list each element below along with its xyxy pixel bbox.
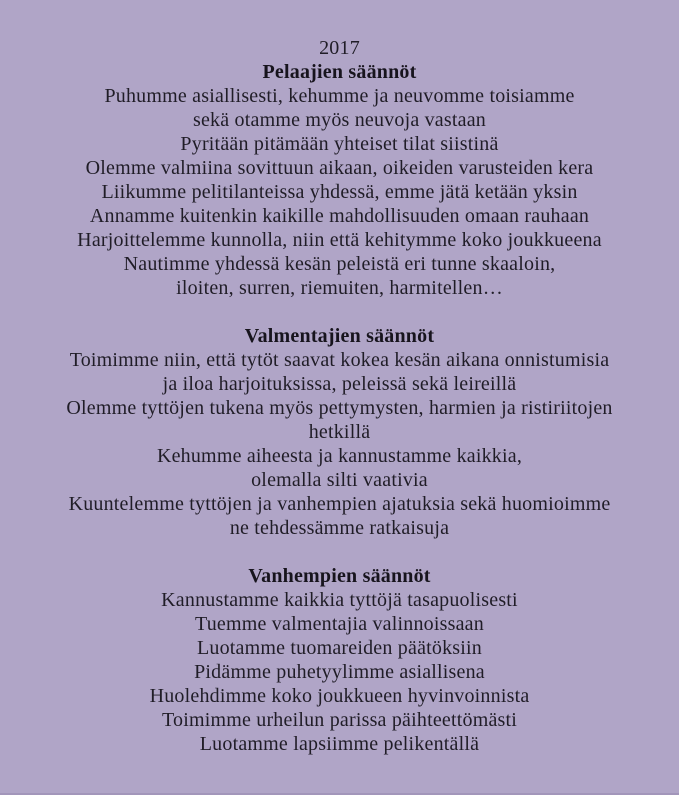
sections xyxy=(20,60,659,756)
rule-line: Kuuntelemme tyttöjen ja vanhempien ajatuksia sekä huomioimme xyxy=(68,493,611,515)
rule-line: Kehumme aiheesta ja kannustamme kaikkia, xyxy=(156,445,523,467)
rules-section xyxy=(20,564,659,756)
section-heading: Vanhempien säännöt xyxy=(248,565,431,587)
rule-line: Annamme kuitenkin kaikille mahdollisuuden omaan rauhaan xyxy=(89,205,590,227)
rule-line: ja iloa harjoituksissa, peleissä sekä leireillä xyxy=(162,373,517,395)
rule-line: Tuemme valmentajia valinnoissaan xyxy=(195,613,484,635)
rule-line: Olemme valmiina sovittuun aikaan, oikeiden varusteiden kera xyxy=(85,157,594,179)
section-lines xyxy=(20,84,659,300)
rule-line: Luotamme lapsiimme pelikentällä xyxy=(199,733,480,755)
rule-line: Luotamme tuomareiden päätöksiin xyxy=(196,637,482,659)
rule-line: Kannustamme kaikkia tyttöjä tasapuolisesti xyxy=(161,589,518,611)
section-heading: Valmentajien säännöt xyxy=(244,325,435,347)
section-heading: Pelaajien säännöt xyxy=(262,61,417,83)
rule-line: sekä otamme myös neuvoja vastaan xyxy=(193,109,486,131)
rule-line: Huolehdimme koko joukkueen hyvinvoinnista xyxy=(149,685,530,707)
rule-line: Liikumme pelitilanteissa yhdessä, emme jätä ketään yksin xyxy=(101,181,578,203)
rule-line: iloiten, surren, riemuiten, harmitellen… xyxy=(176,277,503,299)
rule-line: ne tehdessämme ratkaisuja xyxy=(229,517,450,539)
rule-line: Harjoittelemme kunnolla, niin että kehitymme koko joukkueena xyxy=(77,229,602,251)
rule-line: hetkillä xyxy=(308,421,371,443)
rule-line: Toimimme niin, että tytöt saavat kokea kesän aikana onnistumisia xyxy=(69,349,610,371)
rule-line: Pyritään pitämään yhteiset tilat siistinä xyxy=(180,133,499,155)
rules-section xyxy=(20,60,659,300)
rule-line: Puhumme asiallisesti, kehumme ja neuvomme toisiamme xyxy=(104,85,575,107)
rule-line: Toimimme urheilun parissa päihteettömästi xyxy=(161,709,518,731)
rule-line: olemalla silti vaativia xyxy=(251,469,428,491)
rules-section xyxy=(20,324,659,540)
year-title: 2017 xyxy=(319,37,360,59)
section-lines xyxy=(20,348,659,540)
rule-line: Olemme tyttöjen tukena myös pettymysten, harmien ja ristiriitojen xyxy=(66,397,613,419)
rule-line: Nautimme yhdessä kesän peleistä eri tunne skaaloin, xyxy=(123,253,556,275)
rule-line: Pidämme puhetyylimme asiallisena xyxy=(194,661,485,683)
section-lines xyxy=(20,588,659,756)
